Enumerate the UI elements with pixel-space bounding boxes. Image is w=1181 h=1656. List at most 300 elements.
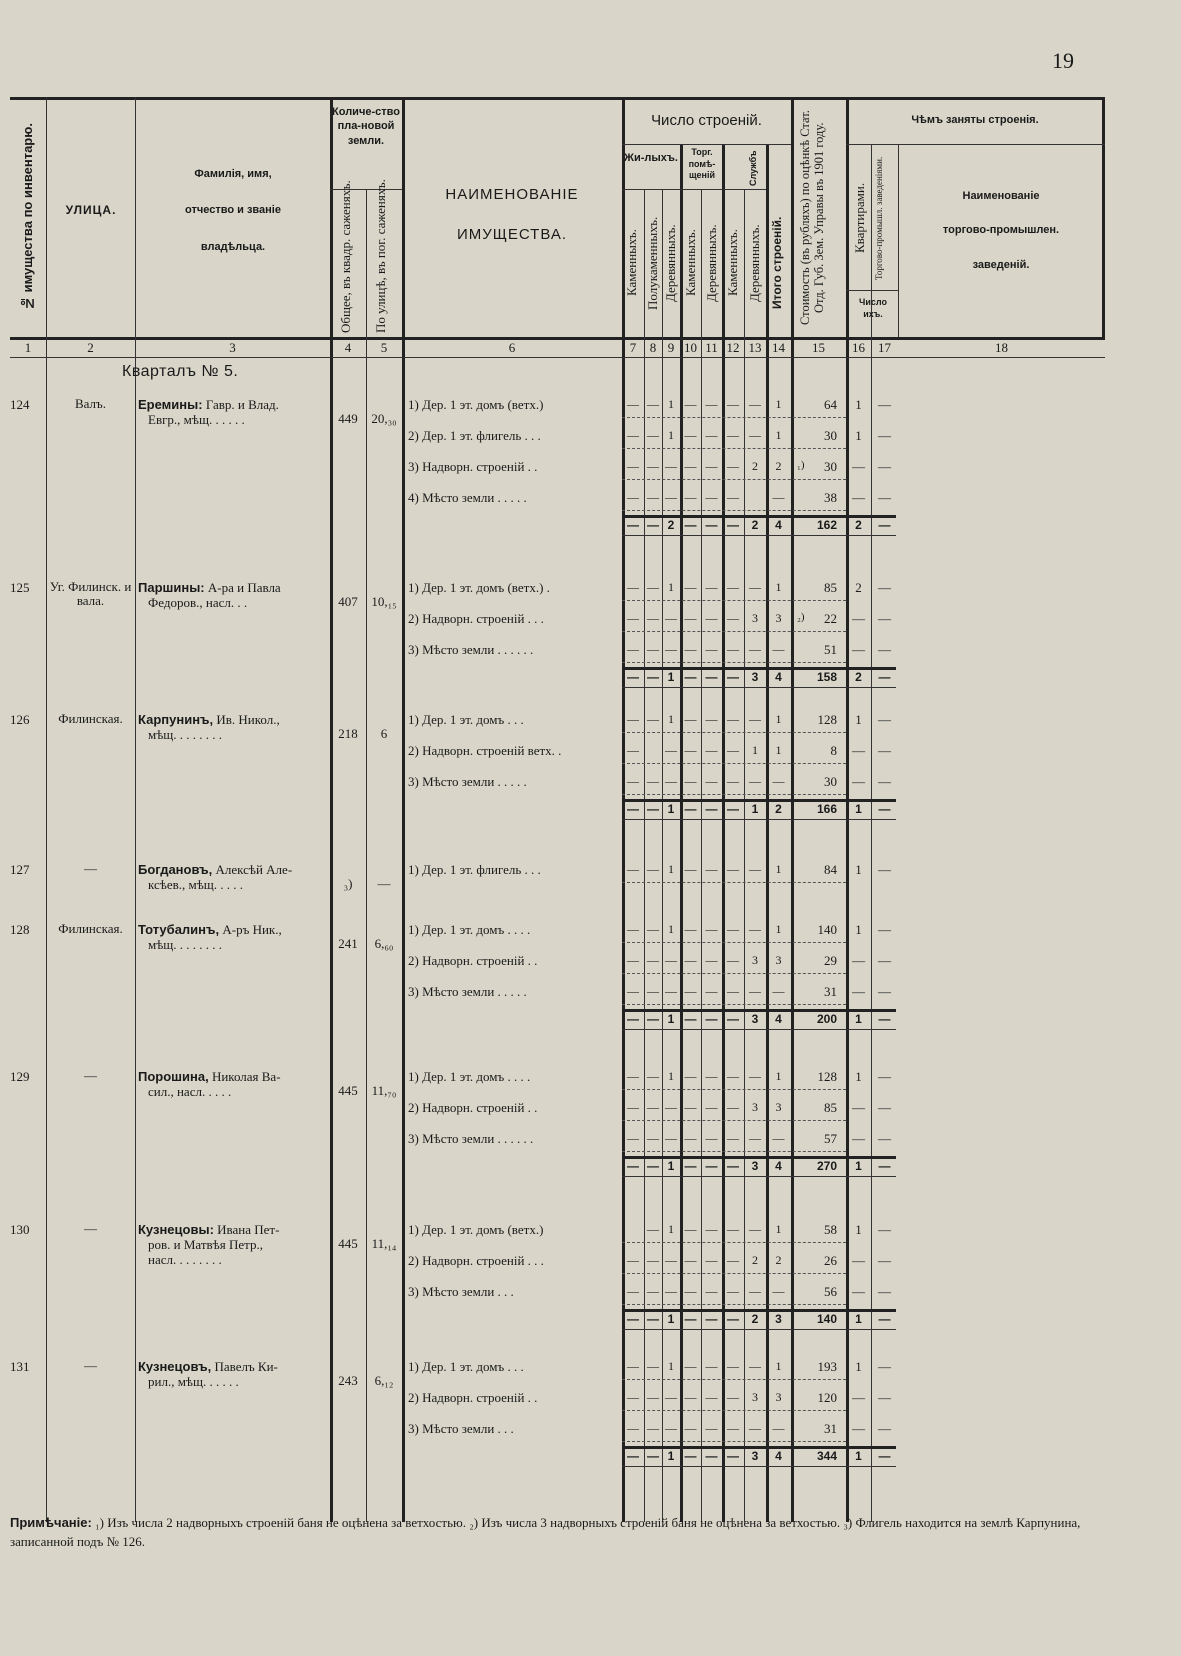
- cell-c17: —: [878, 459, 891, 474]
- cell-c15: 8: [830, 743, 837, 758]
- cell-c9: 1: [668, 922, 674, 936]
- owner-surname: Богдановъ,: [138, 862, 213, 877]
- cell-c12: —: [727, 1069, 739, 1083]
- item-name: 3) Мѣсто земли . . . . . .: [408, 1131, 534, 1146]
- item-name: 1) Дер. 1 эт. домъ . . .: [408, 1359, 524, 1374]
- cell-c17: —: [878, 1359, 891, 1374]
- cell-c11: —: [705, 397, 718, 411]
- cell-c12: —: [727, 428, 739, 442]
- cell-c16: —: [852, 611, 865, 626]
- item-name: 2) Дер. 1 эт. флигель . . .: [408, 428, 541, 443]
- cell-c15: 51: [824, 642, 837, 657]
- total-c10: —: [684, 1312, 697, 1326]
- cell-c13: —: [749, 862, 761, 876]
- cell-c7: —: [627, 1421, 639, 1435]
- cell-c16: —: [852, 1100, 865, 1115]
- cell-c11: —: [705, 774, 718, 788]
- cell-c10: —: [684, 642, 697, 656]
- cell-c17: —: [878, 428, 891, 443]
- item-rule: [622, 1089, 846, 1090]
- total-c8: —: [647, 1449, 659, 1463]
- cell-c17: —: [878, 580, 891, 595]
- cell-c14: 1: [775, 1222, 782, 1236]
- cell-c8: —: [647, 1222, 659, 1236]
- cell-c9: 1: [668, 862, 674, 876]
- cell-c15: 120: [817, 1390, 837, 1405]
- cell-c10: —: [684, 743, 697, 757]
- entry-street: Филинская.: [58, 711, 123, 726]
- total-c13: 2: [751, 518, 759, 532]
- cell-c11: —: [705, 953, 718, 967]
- cell-c13: —: [749, 580, 761, 594]
- cell-c11: —: [705, 922, 718, 936]
- cell-c17: —: [878, 984, 891, 999]
- cell-c17: —: [878, 922, 891, 937]
- total-c11: —: [705, 1312, 718, 1326]
- owner-name: Ивана Пет-: [213, 1222, 280, 1237]
- item-rule: [622, 662, 846, 663]
- cell-c8: —: [647, 1253, 659, 1267]
- cell-c8: —: [647, 862, 659, 876]
- total-c17: —: [878, 1312, 891, 1326]
- cell-c17: —: [878, 1284, 891, 1299]
- cell-c10: —: [684, 862, 697, 876]
- header-c12: Каменныхъ.: [725, 229, 740, 297]
- cell-c14: 3: [775, 953, 782, 967]
- cell-c12: —: [727, 1421, 739, 1435]
- total-c15: 200: [816, 1012, 837, 1026]
- header-land-quantity: Количе-ство пла-новой земли.: [332, 106, 400, 147]
- total-rule-bottom: [622, 687, 896, 688]
- cell-c14: 3: [775, 611, 782, 625]
- total-rule-bottom: [622, 819, 896, 820]
- total-c7: —: [627, 518, 639, 532]
- cell-c16: —: [852, 984, 865, 999]
- entry-street: —: [84, 1068, 97, 1083]
- total-c9: 1: [667, 1449, 675, 1463]
- header-buildings-count: Число строеній.: [651, 112, 762, 129]
- cell-c10: —: [684, 922, 697, 936]
- cell-c10: —: [684, 459, 697, 473]
- item-rule: [622, 417, 846, 418]
- owner-line2: ров. и Матвѣя Петр.,: [148, 1237, 263, 1252]
- owner-line2: Федоров., насл. . .: [148, 595, 248, 610]
- cell-c16: 1: [855, 862, 862, 877]
- cell-c15: 64: [824, 397, 837, 412]
- total-c15: 140: [816, 1312, 837, 1326]
- item-rule: [622, 1273, 846, 1274]
- total-c12: —: [727, 1012, 739, 1026]
- cell-c14: 1: [775, 397, 782, 411]
- total-c16: 1: [855, 1012, 862, 1026]
- cell-c13: —: [749, 984, 761, 998]
- cell-c9: —: [665, 774, 677, 788]
- total-c10: —: [684, 802, 697, 816]
- cell-c8: —: [647, 984, 659, 998]
- cell-c9: 1: [668, 580, 674, 594]
- total-rule-bottom: [622, 1029, 896, 1030]
- cell-c10: —: [684, 580, 697, 594]
- cell-c11: —: [705, 1359, 718, 1373]
- item-name: 1) Дер. 1 эт. домъ (ветх.) .: [408, 580, 550, 595]
- cell-c11: —: [705, 611, 718, 625]
- owner-surname: Паршины:: [138, 580, 205, 595]
- cell-c11: —: [705, 1131, 718, 1145]
- item-name: 2) Надворн. строеній . .: [408, 953, 538, 968]
- cell-c9: —: [665, 611, 677, 625]
- cell-c8: —: [647, 1284, 659, 1298]
- cell-c13: —: [749, 1359, 761, 1373]
- total-c13: 3: [751, 1012, 759, 1026]
- cell-c14: 1: [775, 428, 782, 442]
- cell-c14: 1: [775, 922, 782, 936]
- total-c11: —: [705, 1012, 718, 1026]
- item-rule: [622, 1441, 846, 1442]
- total-c9: 1: [667, 1159, 675, 1173]
- total-c7: —: [627, 670, 639, 684]
- total-c14: 4: [775, 1449, 782, 1463]
- cell-c13: —: [749, 1284, 761, 1298]
- total-c7: —: [627, 1449, 639, 1463]
- cell-c15: 193: [817, 1359, 837, 1374]
- item-name: 3) Надворн. строеній . .: [408, 459, 538, 474]
- cell-c17: —: [878, 1421, 891, 1436]
- cell-c8: —: [647, 490, 659, 504]
- cell-c14: —: [772, 642, 785, 656]
- owner-line2: сил., насл. . . . .: [148, 1084, 232, 1099]
- cell-c16: 2: [855, 580, 862, 595]
- entry-number: 124: [10, 397, 30, 412]
- cell-c15: 29: [824, 953, 837, 968]
- total-rule-bottom: [622, 1466, 896, 1467]
- total-c10: —: [684, 670, 697, 684]
- item-name: 1) Дер. 1 эт. домъ . . . .: [408, 1069, 531, 1084]
- header-property-name: НАИМЕНОВАНІЕ ИМУЩЕСТВА.: [445, 186, 579, 243]
- cell-c8: —: [647, 397, 659, 411]
- cell-c17: —: [878, 1069, 891, 1084]
- cell-c9: 1: [668, 712, 674, 726]
- cell-c11: —: [705, 1253, 718, 1267]
- cell-c7: —: [627, 774, 639, 788]
- header-c11: Деревянныхъ.: [704, 224, 719, 302]
- cell-c16: —: [852, 1284, 865, 1299]
- entry-owner: [138, 397, 328, 427]
- cell-c7: —: [627, 862, 639, 876]
- item-name: 1) Дер. 1 эт. домъ (ветх.): [408, 1222, 544, 1237]
- cell-c17: —: [878, 490, 891, 505]
- total-c10: —: [684, 1012, 697, 1026]
- cell-c10: —: [684, 1069, 697, 1083]
- total-c16: 1: [855, 1159, 862, 1173]
- total-c10: —: [684, 1159, 697, 1173]
- owner-line3: насл. . . . . . . .: [148, 1252, 222, 1267]
- cell-c11: —: [705, 1069, 718, 1083]
- item-rule: [622, 600, 846, 601]
- cell-c17: —: [878, 1390, 891, 1405]
- cell-c14: 1: [775, 862, 782, 876]
- header-street-length: По улицѣ, въ пог. саженяхъ.: [373, 179, 388, 333]
- entry-number: 130: [10, 1222, 30, 1237]
- item-rule: [622, 1304, 846, 1305]
- total-c16: 1: [855, 802, 862, 816]
- total-c15: 270: [816, 1159, 837, 1173]
- item-rule: [622, 1410, 846, 1411]
- cell-c16: 1: [855, 1359, 862, 1374]
- header-residential: Жи-лыхъ.: [624, 152, 678, 164]
- total-c14: 4: [775, 1159, 782, 1173]
- total-c16: 1: [855, 1449, 862, 1463]
- cell-c16: 1: [855, 922, 862, 937]
- item-name: 4) Мѣсто земли . . . . .: [408, 490, 527, 505]
- entry-street-length: 20,₃₀: [371, 411, 397, 426]
- cell-c12: —: [727, 642, 739, 656]
- entry-total-area: 218: [338, 726, 358, 741]
- inventory-table: № имущества по инвентарю. УЛИЦА. Фамилія, имя, отчество и званіе владѣльца. Количе-ство пла-новой земли. Общее, въ квадр. саженяхъ. По улицѣ, въ пог. саженяхъ. НАИМЕНОВАНІЕ ИМУЩЕСТВА. Число строеній. Жи-лыхъ. Торг. помѣ-щеній Службъ Каменныхъ. Полукаменныхъ. Деревянныхъ. Каменныхъ. Деревянныхъ. Каменныхъ. Деревянныхъ. Итого строеній. Стоимость (въ рубляхъ) по оцѣнкѣ Стат. Отд. Губ. Зем. Управы въ 1901 году. Чѣмъ заняты строенія. Квартирами. Торгово-промышл. заведеніями. Число ихъ. Наименованіе торгово-промышлен. заведеній. 1 2 3 4 5 6 7 8 9 10 11 12 13 14 15 16 17 18 Кварталъ № 5. 124 Валъ. Еремины: Гавр. и Влад. Евгр., мѣщ. . . . . . 449 20,₃₀ 1) Дер. 1 эт. домъ (ветх.) — — 1 — — — — 1 64 1 — 2) Дер. 1 эт. флигель . . . — — 1 — — — — 1 30 1 — 3) Надворн. строеній . . — — — — — — 2 2 ₁) 30 — — 4) Мѣсто земли . . . . . — — — — — — — 38 — — — — 2 — — — 2 4 162 2 — 125 Уг. Филинск. и вала. Паршины: А-ра и Павла Федоров., насл. . . 407 10,₁₅ 1) Дер. 1 эт. домъ (ветх.) . — — 1 — — — — 1 85 2 — 2) Надворн. строеній . . . — — — — — — 3 3 ₂) 22 — — 3) Мѣсто земли . . . . . . — — — — — — — — 51 — — — — 1 — — — 3 4 158 2 — 126 Филинская. Карпунинъ, Ив. Никол., мѣщ. . . . . . . . 218 6 1) Дер. 1 эт. домъ . . . — — 1 — — — — 1 128 1 — 2) Надворн. строеній ветх. . — — — — — 1 1 8 — — 3) Мѣсто земли . . . . . — — — — — — — — 30 — — — — 1 — — — 1 2 166 1 — 127 — Богдановъ, Алексѣй Але- ксѣев., мѣщ. . . . . ₃) — 1) Дер. 1 эт. флигель . . . — — 1 — — — — 1 84 1 — 128 Филинская. Тотубалинъ, А-ръ Ник., мѣщ. . . . . . . . 241 6,₆₀ 1) Дер. 1 эт. домъ . . . . — — 1 — — — — 1 140 1 — 2) Надворн. строеній . . — — — — — — 3 3 29 — — 3) Мѣсто земли . . . . . — — — — — — — — 31 — — — — 1 — — — 3 4 200 1 — 129 — Порошина, Николая Ва- сил., насл. . . . . 445 11,₇₀ 1) Дер. 1 эт. домъ . . . . — — 1 — — — — 1 128 1 — 2) Надворн. строеній . . — — — — — — 3 3 85 — — 3) Мѣсто земли . . . . . . — — — — — — — — 57 — — — — 1 — — — 3 4 270 1 — 130 — Кузнецовы: Ивана Пет- ров. и Матвѣя Петр., насл. . . . . . . . 445 11,₁₄ 1) Дер. 1 эт. домъ (ветх.) — 1 — — — — 1 58 1 — 2) Надворн. строеній . . . — — — — — — 2 2 26 — — 3) Мѣсто земли . . . — — — — — — — — 56 — — — — 1 — — — 2 3 140 1 — 131 — Кузнецовъ, Павелъ Ки- рил., мѣщ. . . . . . 243 6,₁₂ 1) Дер. 1 эт. домъ . . . — — 1 — — — — 1 193 1 — 2) Надворн. строеній . . — — — — — — 3 3 120 — — 3) Мѣсто земли . . . — — — — — — — — 31 — — — — 1 — — — 3 4 344 1 —: [10, 97, 1105, 1542]
- cell-c13: —: [749, 774, 761, 788]
- cell-c7: —: [627, 1100, 639, 1114]
- cell-c14: 2: [775, 459, 782, 473]
- owner-line2: мѣщ. . . . . . . .: [148, 937, 223, 952]
- cell-c17: —: [878, 1253, 891, 1268]
- total-c17: —: [878, 518, 891, 532]
- cell-c17: —: [878, 774, 891, 789]
- header-c8: Полукаменныхъ.: [645, 216, 660, 310]
- cell-c10: —: [684, 1284, 697, 1298]
- total-c9: 1: [667, 1012, 675, 1026]
- cell-c9: —: [665, 490, 677, 504]
- item-rule: [622, 1120, 846, 1121]
- header-c13: Деревянныхъ.: [747, 224, 762, 302]
- quarter-title: Кварталъ № 5.: [122, 363, 239, 380]
- cell-c7: —: [627, 712, 639, 726]
- total-c12: —: [727, 1449, 739, 1463]
- cell-c8: —: [647, 922, 659, 936]
- entry-owner: [138, 712, 328, 742]
- header-c17: Торгово-промышл. заведеніями.: [874, 156, 884, 280]
- cell-c14: —: [772, 774, 785, 788]
- cell-c15: 31: [824, 1421, 837, 1436]
- owner-name: Николая Ва-: [208, 1069, 281, 1084]
- cell-c16: —: [852, 953, 865, 968]
- entry-street-length: 10,₁₅: [371, 594, 397, 609]
- cell-c12: —: [727, 862, 739, 876]
- cell-c9: —: [665, 953, 677, 967]
- item-name: 2) Надворн. строеній . .: [408, 1100, 538, 1115]
- cell-c17: —: [878, 611, 891, 626]
- cell-c13: —: [749, 428, 761, 442]
- cell-c8: —: [647, 1100, 659, 1114]
- cell-c14: 3: [775, 1100, 782, 1114]
- cell-c15: 30: [824, 428, 837, 443]
- item-name: 2) Надворн. строеній ветх. .: [408, 743, 562, 758]
- entry-street: Уг. Филинск. и вала.: [49, 579, 132, 608]
- cell-c17: —: [878, 862, 891, 877]
- cell-c15: 58: [824, 1222, 837, 1237]
- cell-c14: —: [772, 1421, 785, 1435]
- entry-street: Филинская.: [58, 921, 123, 936]
- cell-c11: —: [705, 1100, 718, 1114]
- header-c7: Каменныхъ.: [624, 229, 639, 297]
- cell-c16: —: [852, 774, 865, 789]
- cell-c7: —: [627, 1359, 639, 1373]
- total-c13: 1: [751, 802, 759, 816]
- header-c18: Наименованіе торгово-промышлен. заведеній.: [942, 190, 1060, 271]
- item-rule: [622, 1151, 846, 1152]
- cell-c15: 85: [824, 580, 837, 595]
- cell-c13: —: [749, 1222, 761, 1236]
- cell-c11: —: [705, 459, 718, 473]
- owner-surname: Карпунинъ,: [138, 712, 214, 727]
- entry-total-area: 445: [338, 1236, 358, 1251]
- cell-c13: —: [749, 1069, 761, 1083]
- cell-c9: —: [665, 1421, 677, 1435]
- total-c12: —: [727, 670, 739, 684]
- cell-c11: —: [705, 428, 718, 442]
- cell-c16: —: [852, 1253, 865, 1268]
- cell-c8: —: [647, 611, 659, 625]
- header-c15: Стоимость (въ рубляхъ) по оцѣнкѣ Стат. Отд. Губ. Зем. Управы въ 1901 году.: [798, 110, 826, 326]
- cell-c14: 1: [775, 712, 782, 726]
- owner-name: А-ръ Ник.,: [219, 922, 282, 937]
- total-c17: —: [878, 670, 891, 684]
- cell-c13: 3: [752, 953, 758, 967]
- cell-c10: —: [684, 953, 697, 967]
- total-c8: —: [647, 1012, 659, 1026]
- total-c10: —: [684, 518, 697, 532]
- total-c14: 4: [775, 670, 782, 684]
- cell-c16: —: [852, 743, 865, 758]
- cell-c12: —: [727, 1284, 739, 1298]
- total-c9: 1: [667, 670, 675, 684]
- item-rule: [622, 1379, 846, 1380]
- item-rule: [622, 448, 846, 449]
- cell-c12: —: [727, 1253, 739, 1267]
- cell-c12: —: [727, 1131, 739, 1145]
- cell-c9: 1: [668, 1222, 674, 1236]
- entry-street-length: 11,₇₀: [371, 1083, 397, 1098]
- cell-c17: —: [878, 1131, 891, 1146]
- cell-c14: 1: [775, 1069, 782, 1083]
- cell-c9: —: [665, 459, 677, 473]
- cell-c10: —: [684, 712, 697, 726]
- total-c9: 1: [667, 802, 675, 816]
- cell-c14: 1: [775, 580, 782, 594]
- header-total-area: Общее, въ квадр. саженяхъ.: [338, 180, 353, 333]
- total-c8: —: [647, 802, 659, 816]
- cell-c13: 3: [752, 1100, 758, 1114]
- cell-c11: —: [705, 642, 718, 656]
- entry-street: Валъ.: [74, 396, 106, 411]
- cell-c12: —: [727, 580, 739, 594]
- owner-surname: Кузнецовъ,: [138, 1359, 212, 1374]
- item-rule: [622, 510, 846, 511]
- cell-c17: —: [878, 1222, 891, 1237]
- total-c12: —: [727, 1312, 739, 1326]
- cell-c12: —: [727, 459, 739, 473]
- cell-c14: —: [772, 1284, 785, 1298]
- cell-c11: —: [705, 862, 718, 876]
- page-number: 19: [1052, 48, 1074, 73]
- entry-owner: [138, 862, 328, 892]
- cell-c16: 1: [855, 428, 862, 443]
- cell-c15: 30: [824, 459, 837, 474]
- cell-c15: 128: [817, 1069, 837, 1084]
- total-c11: —: [705, 1449, 718, 1463]
- entry-number: 129: [10, 1069, 30, 1084]
- total-rule-bottom: [622, 535, 896, 536]
- cell-c7: —: [627, 743, 639, 757]
- cell-c12: —: [727, 611, 739, 625]
- header-c14: Итого строеній.: [770, 216, 784, 310]
- cell-c11: —: [705, 580, 718, 594]
- cell-c15: 84: [824, 862, 837, 877]
- owner-surname: Тотубалинъ,: [138, 922, 220, 937]
- header-c9: Деревянныхъ.: [663, 224, 678, 302]
- total-c11: —: [705, 670, 718, 684]
- item-rule: [622, 732, 846, 733]
- cell-c9: —: [665, 1100, 677, 1114]
- cell-c7: —: [627, 1131, 639, 1145]
- total-c16: 2: [855, 518, 862, 532]
- total-c7: —: [627, 1159, 639, 1173]
- total-c11: —: [705, 1159, 718, 1173]
- cell-c9: —: [665, 1390, 677, 1404]
- owner-surname: Кузнецовы:: [138, 1222, 214, 1237]
- total-c7: —: [627, 802, 639, 816]
- cell-c7: —: [627, 428, 639, 442]
- cell-c11: —: [705, 1421, 718, 1435]
- cell-c15: 38: [824, 490, 837, 505]
- cell-c15: 30: [824, 774, 837, 789]
- owner-line2: ксѣев., мѣщ. . . . .: [148, 877, 244, 892]
- cell-c12: —: [727, 1100, 739, 1114]
- cell-c16: 1: [855, 1222, 862, 1237]
- total-c13: 2: [751, 1312, 759, 1326]
- cell-c12: —: [727, 397, 739, 411]
- total-c9: 1: [667, 1312, 675, 1326]
- cell-c11: —: [705, 743, 718, 757]
- entry-street-length: 6,₁₂: [374, 1373, 394, 1388]
- cell-c14: 1: [775, 1359, 782, 1373]
- cell-c17: —: [878, 397, 891, 412]
- cell-c16: —: [852, 1390, 865, 1405]
- cell-c11: —: [705, 712, 718, 726]
- cell-c15: 85: [824, 1100, 837, 1115]
- cell-c17: —: [878, 712, 891, 727]
- item-rule: [622, 631, 846, 632]
- total-c16: 2: [855, 670, 862, 684]
- entry-owner: [138, 1222, 328, 1267]
- entry-street: —: [84, 861, 97, 876]
- cell-c13: —: [749, 397, 761, 411]
- cell-c7: —: [627, 490, 639, 504]
- cell-c17: —: [878, 1100, 891, 1115]
- entry-total-area: 407: [338, 594, 358, 609]
- total-c9: 2: [667, 518, 675, 532]
- item-name: 3) Мѣсто земли . . .: [408, 1284, 514, 1299]
- cell-c12: —: [727, 922, 739, 936]
- entry-total-area: 241: [338, 936, 358, 951]
- cell-c15: 140: [817, 922, 837, 937]
- total-c15: 162: [816, 518, 837, 532]
- cell-c8: —: [647, 459, 659, 473]
- cell-c8: —: [647, 1069, 659, 1083]
- cell-c15: 128: [817, 712, 837, 727]
- cell-c13: —: [749, 642, 761, 656]
- cell-c13: —: [749, 1421, 761, 1435]
- entry-owner: [138, 580, 328, 610]
- item-name: 2) Надворн. строеній . .: [408, 1390, 538, 1405]
